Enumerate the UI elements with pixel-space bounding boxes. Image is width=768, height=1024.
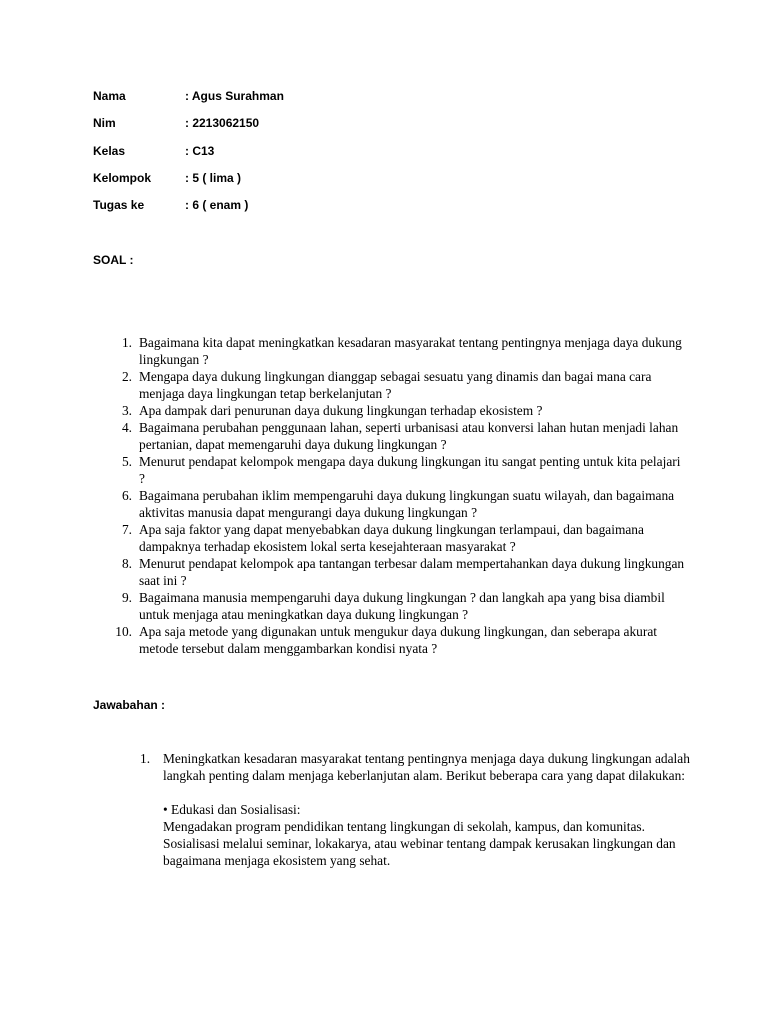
answer-item (135, 750, 695, 869)
info-label: Nama (93, 89, 126, 103)
question-text: Apa saja metode yang digunakan untuk mengukur daya dukung lingkungan, dan seberapa akurat metode tersebut dalam menggambarkan kondisi nyata ? (139, 624, 657, 656)
item-number: 3. (121, 403, 132, 418)
item-number: 1. (121, 335, 132, 350)
item-number: 1. (140, 751, 151, 766)
list-item (108, 334, 688, 368)
list-item (108, 453, 688, 487)
list-item (108, 487, 688, 521)
soal-heading: SOAL : (93, 253, 134, 267)
item-number: 7. (121, 522, 132, 537)
list-item (108, 589, 688, 623)
point-text: Mengadakan program pendidikan tentang lingkungan di sekolah, kampus, dan komunitas. (163, 819, 645, 834)
point-title: • Edukasi dan Sosialisasi: (163, 802, 301, 817)
info-value: : Agus Surahman (185, 89, 284, 103)
question-text: Bagaimana kita dapat meningkatkan kesadaran masyarakat tentang pentingnya menjaga daya dukung lingkungan ? (139, 335, 682, 367)
question-text: Mengapa daya dukung lingkungan dianggap sebagai sesuatu yang dinamis dan bagai mana cara menjaga daya lingkungan tetap berkelanjutan ? (139, 369, 652, 401)
info-label: Tugas ke (93, 198, 145, 212)
jawaban-heading: Jawabahan : (93, 698, 166, 712)
info-label: Kelompok (93, 171, 152, 185)
question-text: Apa saja faktor yang dapat menyebabkan daya dukung lingkungan terlampaui, dan bagaimana dampaknya terhadap ekosistem lokal serta kesejahteraan masyarakat ? (139, 522, 644, 554)
info-value: : 6 ( enam ) (185, 198, 249, 212)
item-number: 10. (115, 624, 132, 639)
answer-intro: Meningkatkan kesadaran masyarakat tentang pentingnya menjaga daya dukung lingkungan adalah langkah penting dalam menjaga keberlanjutan alam. Berikut beberapa cara yang dapat dilakukan: (163, 751, 690, 783)
question-text: Bagaimana perubahan iklim mempengaruhi daya dukung lingkungan suatu wilayah, dan bagaimana aktivitas manusia dapat mengurangi daya dukung lingkungan ? (139, 488, 675, 520)
info-value: : 2213062150 (185, 116, 260, 130)
item-number: 8. (121, 556, 132, 571)
list-item (108, 368, 688, 402)
item-number: 5. (121, 454, 132, 469)
question-list (108, 334, 688, 657)
info-value: : 5 ( lima ) (185, 171, 242, 185)
list-item (108, 623, 688, 657)
question-text: Bagaimana manusia mempengaruhi daya dukung lingkungan ? dan langkah apa yang bisa diambil untuk menjaga atau meningkatkan daya dukung lingkungan ? (139, 590, 665, 622)
info-label: Nim (93, 116, 116, 130)
item-number: 6. (121, 488, 132, 503)
list-item (108, 521, 688, 555)
item-number: 9. (121, 590, 132, 605)
question-text: Apa dampak dari penurunan daya dukung lingkungan terhadap ekosistem ? (139, 403, 543, 418)
list-item (108, 555, 688, 589)
item-number: 2. (121, 369, 132, 384)
item-number: 4. (121, 420, 132, 435)
info-label: Kelas (93, 144, 126, 158)
list-item (108, 419, 688, 453)
list-item (108, 402, 688, 419)
question-text: Menurut pendapat kelompok apa tantangan terbesar dalam mempertahankan daya dukung lingkungan saat ini ? (139, 556, 685, 588)
point-text: Sosialisasi melalui seminar, lokakarya, atau webinar tentang dampak kerusakan lingkungan dan bagaimana menjaga ekosistem yang sehat. (163, 836, 676, 868)
info-value: : C13 (185, 144, 215, 158)
question-text: Menurut pendapat kelompok mengapa daya dukung lingkungan itu sangat penting untuk kita pelajari ? (139, 454, 681, 486)
question-text: Bagaimana perubahan penggunaan lahan, seperti urbanisasi atau konversi lahan hutan menjadi lahan pertanian, dapat memengaruhi daya dukung lingkungan ? (139, 420, 679, 452)
